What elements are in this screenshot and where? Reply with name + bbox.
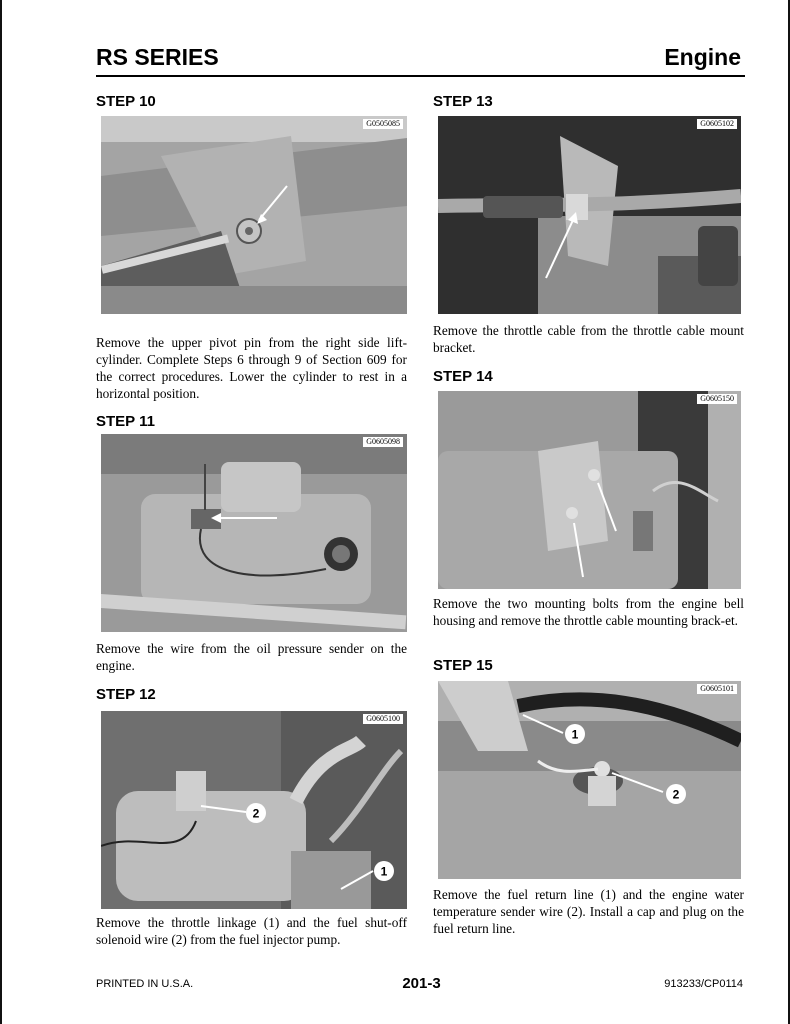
step-13-caption: Remove the throttle cable from the throttle cable mount bracket. bbox=[433, 323, 744, 355]
svg-text:1: 1 bbox=[380, 864, 388, 879]
step-11-heading: STEP 11 bbox=[96, 413, 155, 430]
header-rule bbox=[96, 75, 745, 77]
step-15-photo bbox=[438, 681, 741, 879]
step-11-figure-id: G0605098 bbox=[363, 437, 403, 447]
page-edge-left bbox=[0, 0, 2, 1024]
footer-doc-number: 913233/CP0114 bbox=[664, 978, 743, 990]
step-12-heading: STEP 12 bbox=[96, 686, 156, 703]
step-13-figure-id: G0605102 bbox=[697, 119, 737, 129]
step-13-photo bbox=[438, 116, 741, 314]
step-10-photo bbox=[101, 116, 407, 314]
step-10-heading: STEP 10 bbox=[96, 93, 156, 110]
step-14-photo bbox=[438, 391, 741, 589]
step-14-heading: STEP 14 bbox=[433, 368, 493, 385]
step-12-callout-1 bbox=[373, 860, 395, 882]
step-14-figure-id: G0605150 bbox=[697, 394, 737, 404]
step-10-caption: Remove the upper pivot pin from the right side lift-cylinder. Complete Steps 6 through 9 of Section 609 for the correct procedures. Lower the cylinder to rest in a horizontal position. bbox=[96, 335, 407, 401]
step-15-callout-1 bbox=[564, 723, 586, 745]
step-12-figure-id: G0605100 bbox=[363, 714, 403, 724]
step-12-callout-2 bbox=[245, 802, 267, 824]
header-series-title: RS SERIES bbox=[96, 44, 219, 70]
step-11-photo bbox=[101, 434, 407, 632]
step-15-figure-id: G0605101 bbox=[697, 684, 737, 694]
svg-text:1: 1 bbox=[571, 727, 579, 742]
step-13-heading: STEP 13 bbox=[433, 93, 493, 110]
step-12-photo bbox=[101, 711, 407, 909]
svg-text:2: 2 bbox=[252, 806, 260, 821]
step-15-heading: STEP 15 bbox=[433, 657, 493, 674]
header-section-title: Engine bbox=[664, 44, 741, 70]
step-14-caption: Remove the two mounting bolts from the engine bell housing and remove the throttle cable mounting brack-et. bbox=[433, 596, 744, 628]
footer-page-number: 201-3 bbox=[402, 975, 441, 992]
step-12-caption: Remove the throttle linkage (1) and the fuel shut-off solenoid wire (2) from the fuel injector pump. bbox=[96, 915, 407, 947]
footer-printed-in: PRINTED IN U.S.A. bbox=[96, 978, 194, 990]
svg-text:2: 2 bbox=[672, 787, 680, 802]
step-15-caption: Remove the fuel return line (1) and the engine water temperature sender wire (2). Install a cap and plug on the fuel return line. bbox=[433, 887, 744, 936]
step-11-caption: Remove the wire from the oil pressure sender on the engine. bbox=[96, 641, 407, 673]
step-10-figure-id: G0505085 bbox=[363, 119, 403, 129]
step-15-callout-2 bbox=[665, 783, 687, 805]
